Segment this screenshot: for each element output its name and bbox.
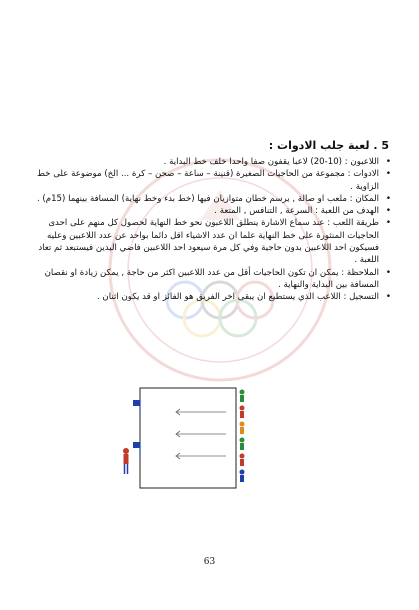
list-item-goal: • الهدف من اللعبة : السرعة , التنافس , المتعة . [33,205,393,217]
list-item-place: • المكان : ملعب او صالة , يرسم خطان متوازيان فيها (خط بدء وخط نهاية) المسافة بينهما (15م) . [33,193,393,205]
flag-icon-top [133,400,140,414]
section-title: 5 . لعبة جلب الادوات : [268,139,389,152]
list-item-note: • الملاحظة : يمكن ان تكون الحاجيات أقل من عدد اللاعبين اكثر من حاجة , يمكن زيادة او نقصان المسافة بين البداية والنهاية . [33,267,393,292]
list-item-method: • طريقة اللعب : عند سماع الاشارة ينطلق اللاعبون نحو خط النهاية لحصول كل منهم على احدى الحاجيات المنثورة على خط النهاية علما ان عدد الاشياء اقل دائما بواحد عن عدد اللاعبين وعليه فسيكون احد اللاعبين بدون حاجية وفي كل مرة سيعود احد اللاعبين فاضي اليدين فيستبعد ثم تعاد اللعبة . [33,217,393,266]
field-rectangle [140,388,236,488]
players-line [240,390,245,483]
arrow-icon-2 [176,431,226,437]
arrow-icon-1 [176,409,226,415]
list-item-equipment: • الادوات : مجموعة من الحاجيات الصغيرة (قنينة – ساعة – صحن – كرة ... الخ) موضوعة على خط الزاوية . [33,168,393,193]
rules-list [33,156,393,304]
page-number: 63 [203,557,216,567]
referee-figure [123,448,129,474]
flag-icon-bottom [133,442,140,456]
arrow-icon-3 [176,453,226,459]
list-item-scoring: • التسجيل : اللاعب الذي يستطيع ان يبقى اخر الفريق هو الفائز او قد يكون اثنان . [33,291,393,303]
list-item-players: • اللاعبون : (10-20) لاعبا يقفون صفا واحدا خلف خط البداية . [33,156,393,168]
game-diagram [118,384,258,494]
